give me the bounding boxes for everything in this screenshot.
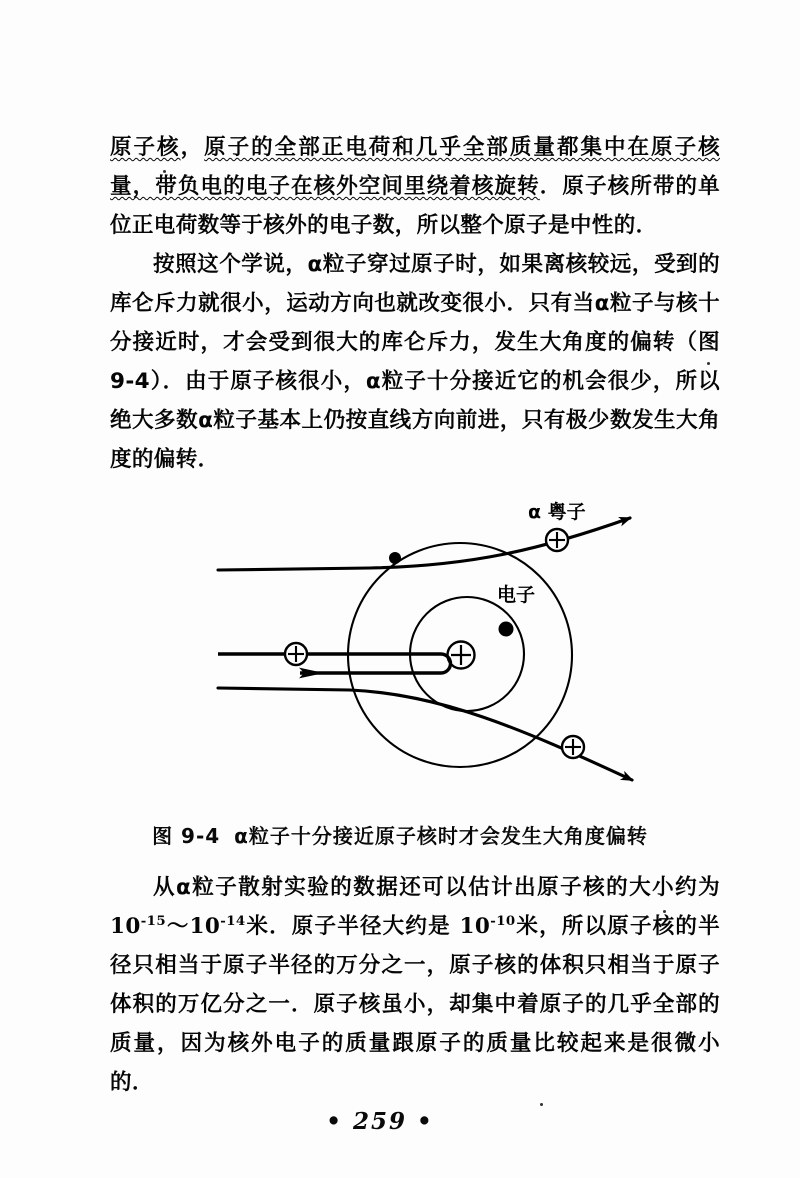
label-alpha-particle: α 粤子 — [528, 501, 586, 523]
paragraph-3-part-e: 米．原子半径大约是 — [245, 914, 460, 939]
body-text-upper — [110, 128, 720, 479]
nucleus-size-low-base: 10 — [110, 914, 141, 939]
nucleus-size-high-base: 10 — [189, 914, 221, 939]
electron-dot-inner — [499, 622, 514, 637]
alpha-trajectory-bottom — [218, 688, 632, 780]
electron-dot-outer — [389, 552, 401, 564]
label-electron: 电子 — [497, 584, 536, 606]
figure-caption-text: α粒子十分接近原子核时才会发生大角度偏转 — [234, 824, 648, 848]
wavy-underline-segment-1: 原子核 — [110, 135, 181, 160]
alpha-trajectory-middle-uturn — [300, 654, 451, 673]
figure-caption-number: 图 9-4 — [152, 824, 221, 848]
atom-radius-exponent: -10 — [490, 912, 516, 929]
figure-caption — [0, 820, 800, 849]
rutherford-scattering-diagram — [0, 488, 800, 808]
atom-radius-base: 10 — [459, 914, 491, 939]
paragraph-3 — [110, 868, 720, 1102]
paragraph-3-part-a: 从α粒子散射实验的数据还可以估计出原子核的大小约为 — [153, 875, 720, 900]
scan-speck — [163, 170, 166, 173]
scan-speck — [540, 1103, 543, 1106]
paragraph-1-tail: ．原子核所带的单位正电荷数等于核外的电子数，所以整个原子是中性的． — [110, 174, 720, 238]
wavy-underline-segment-2: 原子的全部正电荷和几乎全部质量都集中在原子核量，带负电的电子在核外空间里绕着核旋转 — [110, 135, 720, 199]
range-tilde: ～ — [166, 914, 190, 939]
alpha-particle-middle — [285, 643, 307, 665]
nucleus-size-high-exponent: -14 — [220, 912, 246, 929]
figure-9-4 — [0, 488, 800, 808]
scan-speck — [663, 910, 666, 913]
page-number: • 259 • — [326, 1108, 434, 1135]
paragraph-1-comma: ， — [180, 135, 205, 160]
paragraph-1 — [110, 128, 720, 245]
alpha-particle-bottom — [562, 736, 584, 758]
scan-speck — [707, 362, 710, 365]
alpha-particle-top — [546, 529, 568, 551]
paragraph-2: 按照这个学说，α粒子穿过原子时，如果离核较远，受到的库仑斥力就很小，运动方向也就改变很小．只有当α粒子与核十分接近时，才会受到很大的库仑斥力，发生大角度的偏转（图9-4）．由于原子核很小，α粒子十分接近它的机会很少，所以绝大多数α粒子基本上仍按直线方向前进，只有极少数发生大角度的偏转． — [110, 252, 720, 472]
body-text-lower — [110, 868, 720, 1102]
nucleus-size-low-exponent: -15 — [140, 912, 167, 929]
paragraph-3-part-g: 米，所以原子核的半径只相当于原子半径的万分之一，原子核的体积只相当于原子体积的万亿分之一．原子核虽小，却集中着原子的几乎全部的质量，因为核外电子的质量跟原子的质量比较起来是很微小的． — [110, 914, 720, 1095]
